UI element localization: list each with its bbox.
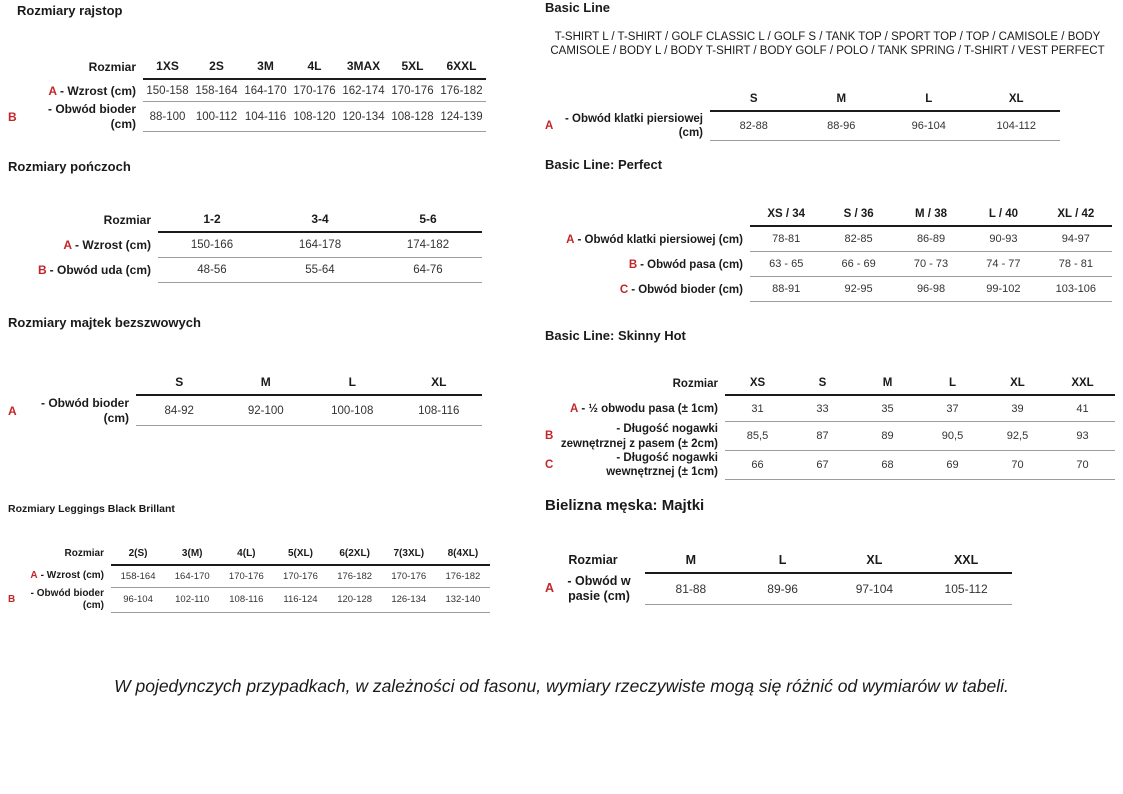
- size-column-header: 2S: [209, 59, 224, 74]
- size-header-label: Rozmiar: [64, 547, 104, 559]
- measurement-row-label: [545, 422, 725, 451]
- measurement-row: [8, 566, 490, 588]
- row-letter: A: [8, 403, 17, 418]
- row-label-text: - Obwód klatki piersiowej (cm): [564, 112, 703, 140]
- row-label-text: - Obwód w pasie (cm): [567, 573, 631, 604]
- measurement-row: [545, 252, 1112, 277]
- measurement-value: 92,5: [1006, 430, 1029, 443]
- section-seamless-briefs-sizes: [8, 316, 482, 426]
- measurement-cells: [710, 112, 1060, 141]
- measurement-row-label: [8, 80, 143, 102]
- measurement-row-label: [545, 396, 725, 422]
- measurement-row: [8, 258, 482, 283]
- measurement-value: 92-95: [844, 283, 873, 296]
- row-label-text: - Obwód bioder (cm): [631, 283, 743, 296]
- measurement-value: 66: [751, 458, 764, 471]
- measurement-value: 132-140: [445, 594, 481, 606]
- size-header-row: [545, 88, 1060, 112]
- measurement-cells: [645, 574, 1012, 605]
- measurement-cells: [111, 588, 490, 613]
- measurement-value: 68: [881, 458, 894, 471]
- measurement-row: [545, 277, 1112, 302]
- measurement-value: 89-96: [767, 581, 798, 596]
- size-header-cells: [710, 88, 1060, 112]
- row-label-text: - Obwód bioder (cm): [41, 396, 129, 426]
- size-column-header: 7(3XL): [393, 547, 425, 559]
- measurement-value: 108-116: [418, 404, 460, 417]
- size-header-row: [8, 370, 482, 396]
- size-column-header: M: [685, 552, 697, 567]
- size-header-cells: [158, 207, 482, 233]
- measurement-cells: [158, 258, 482, 283]
- measurement-value: 81-88: [675, 581, 707, 596]
- row-label-text: - Wzrost (cm): [40, 570, 104, 582]
- measurement-value: 104-112: [996, 119, 1037, 132]
- section-basic-line: [545, 1, 1110, 141]
- size-column-header: S: [175, 375, 184, 390]
- measurement-value: 164-170: [174, 570, 210, 582]
- measurement-value: 33: [816, 402, 829, 415]
- measurement-value: 103-106: [1055, 283, 1097, 296]
- measurement-value: 96-98: [916, 283, 946, 296]
- measurement-row: [545, 451, 1115, 480]
- size-header-cells: [111, 543, 490, 566]
- size-header-label: [545, 203, 750, 227]
- measurement-row-label: [545, 112, 710, 141]
- measurement-cells: [111, 566, 490, 588]
- measurement-value: 108-116: [229, 594, 264, 606]
- section-tights-sizes: [8, 4, 486, 132]
- measurement-cells: [725, 396, 1115, 422]
- measurement-cells: [750, 227, 1112, 252]
- row-letter: A: [30, 570, 38, 582]
- measurement-value: 162-174: [342, 84, 385, 97]
- measurement-value: 55-64: [305, 264, 335, 277]
- measurement-value: 158-164: [195, 84, 238, 97]
- section-title: Basic Line: Perfect: [545, 157, 663, 172]
- section-title: Bielizna męska: Majtki: [545, 497, 705, 514]
- measurement-cells: [136, 396, 482, 426]
- size-header-cells: [725, 372, 1115, 396]
- size-column-header: L: [948, 377, 957, 390]
- measurement-row-label: [545, 277, 750, 302]
- row-letter: A: [63, 238, 72, 253]
- measurement-value: 41: [1076, 402, 1089, 415]
- size-header-row: [8, 207, 482, 233]
- disclaimer-note: W pojedynczych przypadkach, w zależności od fasonu, wymiary rzeczywiste mogą się różnić od wymiarów w tabeli.: [114, 676, 1009, 696]
- size-column-header: 4(L): [237, 547, 256, 559]
- size-column-header: M: [260, 375, 271, 390]
- measurement-row-label: [8, 396, 136, 426]
- size-header-row: [8, 543, 490, 566]
- measurement-value: 97-104: [855, 581, 894, 596]
- measurement-value: 70 - 73: [913, 258, 949, 271]
- measurement-value: 94-97: [1061, 233, 1090, 246]
- measurement-value: 70: [1011, 458, 1024, 471]
- measurement-value: 126-134: [391, 594, 427, 606]
- size-column-header: 8(4XL): [447, 547, 479, 559]
- measurement-value: 88-91: [772, 283, 801, 296]
- section-leggings-sizes: [8, 504, 490, 613]
- size-column-header: XS / 34: [767, 208, 806, 221]
- size-column-header: 1XS: [156, 59, 179, 74]
- row-letter: A: [545, 581, 555, 596]
- size-header-row: [545, 548, 1012, 574]
- measurement-row-label: [545, 451, 725, 480]
- size-column-header: 5-6: [419, 212, 437, 227]
- measurement-value: 64-76: [413, 264, 443, 277]
- measurement-value: 78-81: [772, 233, 801, 246]
- measurement-value: 164-170: [244, 84, 287, 97]
- measurement-row-label: [8, 258, 158, 283]
- size-column-header: L / 40: [988, 208, 1019, 221]
- leggings-size-table: [8, 543, 490, 613]
- size-column-header: 3MAX: [346, 59, 381, 74]
- size-header-label: Rozmiar: [672, 378, 718, 391]
- size-header-cells: [143, 54, 486, 80]
- measurement-value: 124-139: [440, 110, 483, 123]
- measurement-value: 104-116: [244, 110, 287, 123]
- measurement-row-label: [545, 252, 750, 277]
- row-label-text: - Obwód uda (cm): [49, 263, 151, 278]
- measurement-row: [8, 396, 482, 426]
- measurement-cells: [750, 277, 1112, 302]
- stockings-size-table: [8, 207, 482, 283]
- size-column-header: 2(S): [128, 547, 148, 559]
- size-column-header: XL: [431, 375, 447, 390]
- measurement-value: 93: [1076, 430, 1089, 443]
- section-title: Rozmiary rajstop: [17, 3, 123, 18]
- row-letter: B: [38, 263, 47, 278]
- section-stockings-sizes: [8, 160, 482, 283]
- measurement-value: 100-108: [331, 404, 374, 417]
- measurement-value: 120-134: [342, 110, 385, 123]
- size-header-label: Rozmiar: [88, 59, 136, 74]
- measurement-value: 174-182: [406, 239, 450, 252]
- measurement-value: 108-120: [293, 110, 336, 123]
- measurement-row-label: [545, 574, 645, 605]
- measurement-value: 31: [751, 402, 764, 415]
- measurement-value: 48-56: [197, 264, 227, 277]
- measurement-value: 90-93: [989, 233, 1018, 246]
- section-title: Rozmiary pończoch: [8, 159, 131, 174]
- size-column-header: XL / 42: [1057, 208, 1095, 221]
- section-title: Rozmiary Leggings Black Brillant: [8, 503, 175, 515]
- row-letter: B: [628, 258, 638, 271]
- product-list-subtitle: T-SHIRT L / T-SHIRT / GOLF CLASSIC L / GOLF S / TANK TOP / SPORT TOP / TOP / CAMISOLE / BODY CAMISOLE / BODY L / BODY T-SHIRT / BODY GOLF / POLO / TANK SPRING / T-SHIRT / VEST PERFECT: [550, 31, 1105, 58]
- measurement-value: 100-112: [195, 110, 238, 123]
- size-header-label: [8, 370, 136, 396]
- measurement-value: 120-128: [337, 594, 373, 606]
- measurement-value: 78 - 81: [1058, 258, 1093, 271]
- measurement-value: 176-182: [445, 570, 481, 582]
- row-label-text: - Wzrost (cm): [75, 238, 151, 253]
- measurement-value: 170-176: [228, 570, 264, 582]
- size-column-header: 6XXL: [446, 59, 477, 74]
- measurement-row-label: [8, 588, 111, 613]
- measurement-row: [8, 102, 486, 132]
- size-column-header: 3(M): [181, 547, 203, 559]
- size-header-label: Rozmiar: [103, 212, 151, 227]
- measurement-value: 150-166: [190, 239, 234, 252]
- section-mens-briefs-sizes: [545, 498, 1012, 605]
- measurement-value: 84-92: [164, 404, 194, 417]
- measurement-value: 170-176: [391, 84, 434, 97]
- measurement-cells: [750, 252, 1112, 277]
- measurement-row: [545, 396, 1115, 422]
- size-column-header: S / 36: [843, 208, 874, 221]
- row-label-text: - Długość nogawki zewnętrznej z pasem (± 2cm): [560, 423, 718, 450]
- size-header-cells: [750, 203, 1112, 227]
- size-column-header: 4L: [307, 59, 322, 74]
- measurement-value: 67: [816, 458, 829, 471]
- size-header-row: [545, 203, 1112, 227]
- measurement-value: 158-164: [120, 570, 156, 582]
- measurement-value: 150-158: [146, 84, 189, 97]
- size-column-header: L: [348, 375, 356, 390]
- measurement-cells: [158, 233, 482, 258]
- measurement-row: [8, 233, 482, 258]
- row-letter: A: [545, 120, 554, 133]
- measurement-value: 99-102: [986, 283, 1021, 296]
- measurement-value: 170-176: [391, 570, 427, 582]
- measurement-value: 88-100: [149, 110, 186, 123]
- size-column-header: S: [818, 377, 827, 390]
- measurement-value: 176-182: [440, 84, 483, 97]
- row-label-text: - ½ obwodu pasa (± 1cm): [581, 403, 718, 416]
- section-title: Basic Line: [545, 0, 611, 15]
- measurement-row-label: [8, 566, 111, 588]
- row-letter: C: [545, 459, 554, 472]
- size-header-cells: [136, 370, 482, 396]
- measurement-value: 82-88: [739, 119, 768, 132]
- measurement-value: 86-89: [916, 233, 946, 246]
- measurement-value: 105-112: [944, 581, 988, 596]
- row-letter: A: [566, 233, 575, 246]
- section-title: Basic Line: Skinny Hot: [545, 328, 686, 343]
- mens-briefs-size-table: [545, 548, 1012, 605]
- measurement-value: 170-176: [283, 570, 318, 582]
- measurement-row: [545, 574, 1012, 605]
- row-label-text: - Długość nogawki wewnętrznej (± 1cm): [606, 452, 718, 479]
- size-column-header: XXL: [1071, 377, 1094, 390]
- row-letter: C: [619, 283, 629, 296]
- size-column-header: 1-2: [203, 212, 221, 227]
- section-title: Rozmiary majtek bezszwowych: [8, 315, 201, 330]
- size-column-header: M / 38: [915, 208, 947, 221]
- size-column-header: L: [778, 552, 787, 567]
- size-header-cells: [645, 548, 1012, 574]
- measurement-row: [545, 227, 1112, 252]
- size-column-header: L: [925, 92, 933, 105]
- measurement-row: [8, 80, 486, 102]
- measurement-row: [545, 422, 1115, 451]
- measurement-row: [545, 112, 1060, 141]
- tights-size-table: [8, 54, 486, 132]
- section-basic-line-skinny-hot: [545, 329, 1115, 480]
- row-label-text: - Obwód bioder (cm): [48, 102, 136, 132]
- measurement-value: 96-104: [123, 594, 153, 606]
- size-header-label: [545, 88, 710, 112]
- size-column-header: 5XL: [401, 59, 424, 74]
- row-label-text: - Obwód pasa (cm): [640, 258, 743, 271]
- seamless-briefs-size-table: [8, 370, 482, 426]
- measurement-value: 66 - 69: [841, 258, 876, 271]
- size-header-label: Rozmiar: [568, 552, 618, 567]
- perfect-size-table: [545, 203, 1112, 302]
- measurement-value: 74 - 77: [986, 258, 1021, 271]
- measurement-value: 108-128: [391, 110, 434, 123]
- measurement-value: 116-124: [283, 594, 318, 606]
- size-column-header: 5(XL): [287, 547, 313, 559]
- measurement-row: [8, 588, 490, 613]
- measurement-value: 102-110: [175, 594, 210, 606]
- size-column-header: XXL: [953, 552, 979, 567]
- measurement-value: 70: [1076, 458, 1089, 471]
- row-letter: A: [48, 83, 57, 98]
- size-column-header: XL: [1010, 377, 1025, 390]
- section-basic-line-perfect: [545, 158, 1112, 302]
- measurement-value: 88-96: [827, 119, 856, 132]
- size-column-header: XL: [1008, 92, 1024, 105]
- measurement-cells: [725, 451, 1115, 480]
- measurement-value: 170-176: [293, 84, 336, 97]
- row-letter: B: [8, 109, 17, 124]
- row-letter: B: [545, 430, 554, 443]
- size-column-header: 3M: [257, 59, 274, 74]
- measurement-value: 176-182: [337, 570, 373, 582]
- measurement-value: 92-100: [247, 404, 284, 417]
- row-letter: B: [8, 593, 16, 605]
- size-header-row: [8, 54, 486, 80]
- measurement-value: 85,5: [746, 430, 769, 443]
- measurement-row-label: [8, 233, 158, 258]
- measurement-value: 87: [816, 430, 829, 443]
- row-label-text: - Obwód klatki piersiowej (cm): [577, 233, 743, 246]
- size-column-header: XL: [866, 552, 883, 567]
- measurement-value: 69: [946, 458, 959, 471]
- size-column-header: M: [836, 92, 847, 105]
- measurement-value: 90,5: [941, 430, 964, 443]
- measurement-value: 35: [881, 402, 894, 415]
- size-header-row: [545, 372, 1115, 396]
- measurement-value: 89: [881, 430, 894, 443]
- size-column-header: 3-4: [311, 212, 329, 227]
- basic-line-size-table: [545, 88, 1060, 141]
- row-letter: A: [570, 403, 579, 416]
- measurement-value: 63 - 65: [769, 258, 804, 271]
- measurement-row-label: [545, 227, 750, 252]
- row-label-text: - Wzrost (cm): [60, 83, 136, 98]
- size-column-header: XS: [749, 377, 766, 390]
- measurement-row-label: [8, 102, 143, 132]
- measurement-value: 164-178: [298, 239, 342, 252]
- measurement-value: 96-104: [911, 119, 946, 132]
- size-column-header: S: [749, 92, 758, 105]
- measurement-value: 82-85: [844, 233, 873, 246]
- measurement-cells: [725, 422, 1115, 451]
- row-label-text: - Obwód bioder (cm): [30, 587, 104, 612]
- measurement-value: 37: [946, 402, 959, 415]
- measurement-cells: [143, 80, 486, 102]
- size-column-header: 6(2XL): [339, 547, 370, 559]
- size-column-header: M: [882, 377, 893, 390]
- skinny-hot-size-table: [545, 372, 1115, 480]
- measurement-value: 39: [1011, 402, 1024, 415]
- measurement-cells: [143, 102, 486, 132]
